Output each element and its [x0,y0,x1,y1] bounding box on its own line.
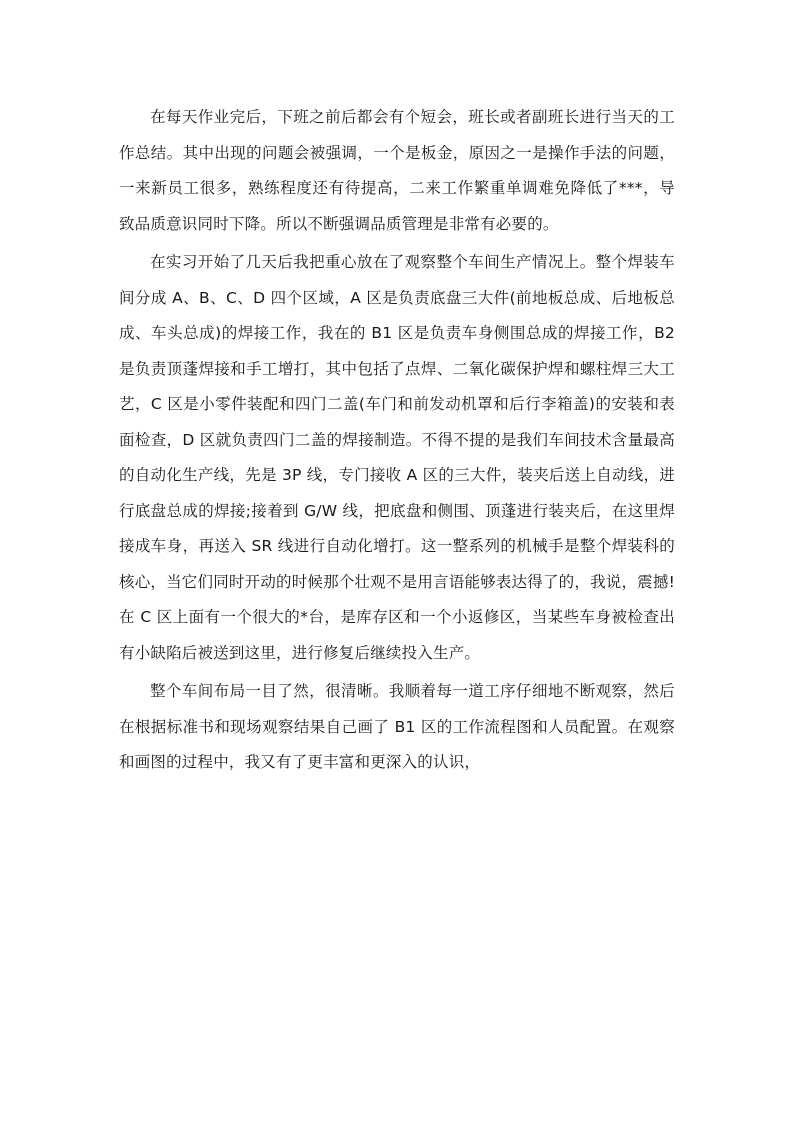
document-body [119,100,675,781]
paragraph-daily-summary: 在每天作业完后，下班之前后都会有个短会，班长或者副班长进行当天的工作总结。其中出现的问题会被强调，一个是板金，原因之一是操作手法的问题，一来新员工很多，熟练程度还有待提高，二来工作繁重单调难免降低了***，导致品质意识同时下降。所以不断强调品质管理是非常有必要的。 [119,108,675,233]
paragraph-observation: 整个车间布局一目了然，很清晰。我顺着每一道工序仔细地不断观察，然后在根据标准书和现场观察结果自己画了 B1 区的工作流程图和人员配置。在观察和画图的过程中，我又有了更丰富和更深入的认识， [119,682,675,771]
paragraph-workshop-layout: 在实习开始了几天后我把重心放在了观察整个车间生产情况上。整个焊装车间分成 A、B、C、D 四个区域，A 区是负责底盘三大件(前地板总成、后地板总成、车头总成)的焊接工作，我在的 B1 区是负责车身侧围总成的焊接工作，B2 是负责顶蓬焊接和手工增打，其中包括了点焊、二氧化碳保护焊和螺柱焊三大工艺，C 区是小零件装配和四门二盖(车门和前发动机罩和后行李箱盖)的安装和表面检查，D 区就负责四门二盖的焊接制造。不得不提的是我们车间技术含量最高的自动化生产线，先是 3P 线，专门接收 A 区的三大件，装夹后送上自动线，进行底盘总成的焊接;接着到 G/W 线，把底盘和侧围、顶蓬进行装夹后，在这里焊接成车身，再送入 SR 线进行自动化增打。这一整系列的机械手是整个焊装科的核心，当它们同时开动的时候那个壮观不是用言语能够表达得了的，我说，震撼!在 C 区上面有一个很大的*台，是库存区和一个小返修区，当某些车身被检查出有小缺陷后被送到这里，进行修复后继续投入生产。 [119,253,675,662]
